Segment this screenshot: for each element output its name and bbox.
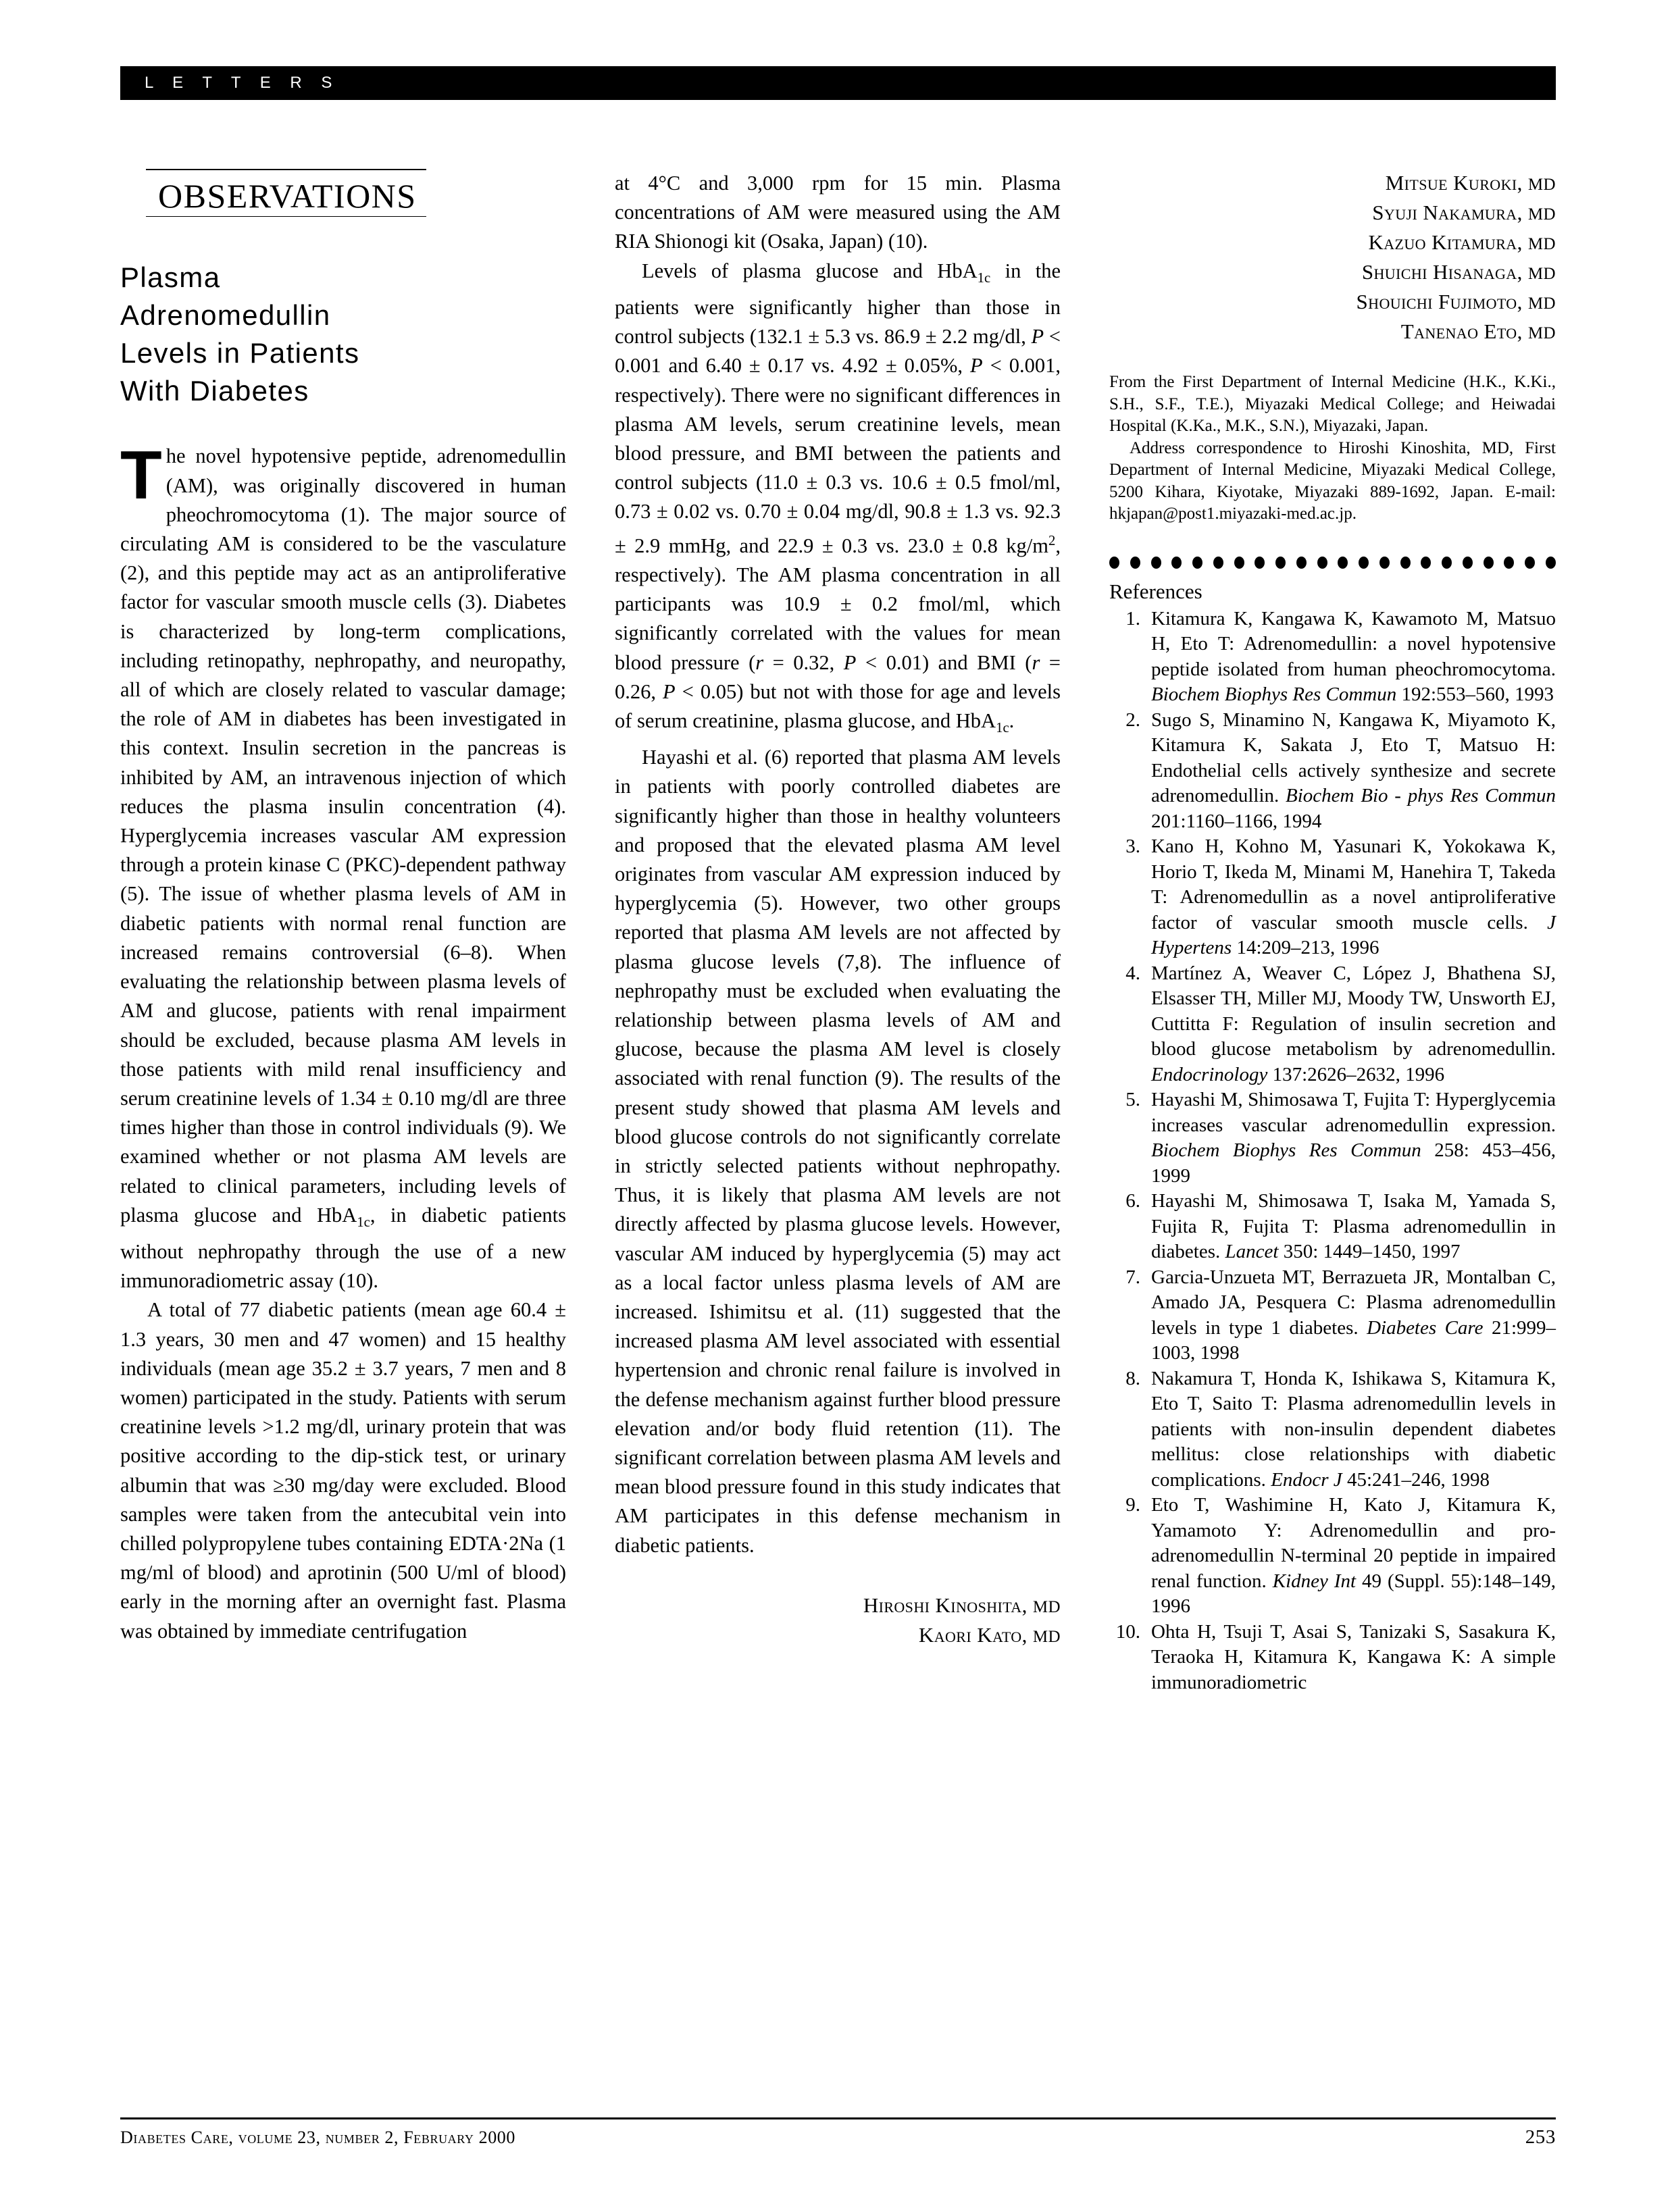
paragraph [615,169,1061,257]
reference-number: 3. [1125,835,1140,857]
reference-number: 7. [1125,1266,1140,1288]
paragraph-text: at 4°C and 3,000 rpm for 15 min. Plasma concentrations of AM were measured using the AM RIA Shionogi kit (Osaka, Japan) (10). [615,172,1061,253]
separator-dot [1275,557,1286,569]
reference-item [1109,1493,1556,1620]
author-separator: , [1517,319,1528,343]
author-degree: MD [1032,1597,1061,1616]
observations-header [120,169,566,217]
reference-item [1109,834,1556,961]
reference-number: 10. [1115,1620,1140,1643]
article-title [120,259,566,409]
author-degree: MD [1032,1627,1061,1646]
separator-dot [1463,557,1473,569]
page-content [120,169,1556,2080]
author-degree: MD [1527,176,1556,194]
running-head-label: L E T T E R S [145,74,340,92]
paragraph [615,257,1061,744]
article-title-line-4: With Diabetes [120,374,309,407]
reference-item [1109,961,1556,1088]
reference-journal: Biochem Biophys Res Commun [1151,1139,1421,1161]
separator-dot [1525,557,1535,569]
reference-journal: J Hypertens [1151,911,1556,958]
author-name: Shuichi Hisanaga [1361,260,1517,284]
reference-text: Nakamura T, Honda K, Ishikawa S, Kitamura K, Eto T, Saito T: Plasma adrenomedullin levels in patients with non-insulin dependent diabetes mellitus: close relationships with diabetic complications. Endocr J 45:241–246, 1998 [1151,1367,1556,1491]
reference-number: 9. [1125,1494,1140,1516]
reference-number: 5. [1125,1089,1140,1110]
reference-text: Garcia-Unzueta MT, Berrazueta JR, Montalban C, Amado JA, Pesquera C: Plasma adrenomedullin levels in type 1 diabetes. Diabetes Care 21:999–1003, 1998 [1151,1266,1556,1364]
article-title-line-2: Adrenomedullin [120,299,331,331]
author-line [615,1621,1061,1651]
separator-dot [1109,557,1119,569]
reference-item [1109,708,1556,835]
reference-item [1109,1265,1556,1366]
reference-text: Martínez A, Weaver C, López J, Bhathena SJ, Elsasser TH, Miller MJ, Moody TW, Unsworth EJ, Cuttitta F: Regulation of insulin secretion and blood glucose metabolism by adrenomedullin. Endocrinology 137:2626–2632, 1996 [1151,962,1556,1085]
correspondence-text: Address correspondence to Hiroshi Kinoshita, MD, First Department of Internal Medicine, Miyazaki Medical College, 5200 Kihara, Kiyotake, Miyazaki 889-1692, Japan. E-mail: hkjapan@post1.miyazaki-med.ac.jp. [1109,438,1556,523]
reference-text: Sugo S, Minamino N, Kangawa K, Miyamoto K, Kitamura K, Sakata J, Eto T, Matsuo H: Endothelial cells actively synthesize and secrete adrenomedullin. Biochem Bio - phys Res Commun 201:1160–1166, 1994 [1151,709,1556,832]
paragraph [615,743,1061,1560]
column-3 [1109,169,1556,2080]
paragraph-text: he novel hypotensive peptide, adrenomedullin (AM), was originally discovered in human pheochromocytoma (1). The major source of circulating AM is considered to be the vasculature (2), and this peptide may act as an antiproliferative factor for vascular smooth muscle cells (3). Diabetes is characterized by long-term complications, including retinopathy, nephropathy, and neuropathy, all of which are closely related to vascular damage; the role of AM in diabetes has been investigated in this context. Insulin secretion in the pancreas is inhibited by AM, an intravenous injection of which reduces the plasma insulin concentration (4). Hyperglycemia increases vascular AM expression through a protein kinase C (PKC)-dependent pathway (5). The issue of whether plasma levels of AM in diabetic patients with normal renal function are increased remains controversial (6–8). When evaluating the relationship between plasma levels of AM and glucose, patients with renal impairment should be excluded, because plasma AM levels in those patients with mild renal insufficiency and serum creatinine levels of 1.34 ± 0.10 mg/dl are three times higher than those in control individuals (9). We examined whether or not plasma AM levels are related to clinical parameters, including levels of plasma glucose and HbA$_{1c}$, in diabetic patients without nephropathy through the use of a new immunoradiometric assay (10). [120,444,567,1293]
footer [120,2126,1556,2149]
separator-dot [1130,557,1140,569]
reference-text: Hayashi M, Shimosawa T, Isaka M, Yamada S, Fujita R, Fujita T: Plasma adrenomedullin in diabetes. Lancet 350: 1449–1450, 1997 [1151,1190,1556,1262]
reference-journal: Biochem Bio - phys Res Commun [1286,785,1556,806]
reference-journal: Diabetes Care [1367,1316,1484,1339]
author-separator: , [1021,1622,1033,1647]
separator-dot [1400,557,1411,569]
reference-text: Ohta H, Tsuji T, Asai S, Tanizaki S, Sasakura K, Teraoka H, Kitamura K, Kangawa K: A simple immunoradiometric [1151,1620,1556,1693]
column-3-signature [1109,169,1556,347]
reference-journal: Endocrinology [1151,1063,1268,1085]
separator-dot [1317,557,1327,569]
author-separator: , [1517,201,1528,224]
author-separator: , [1517,290,1528,313]
author-separator: , [1517,171,1528,195]
references-list [1109,607,1556,1696]
author-line [1109,199,1556,228]
author-line [1109,169,1556,199]
separator-dot [1255,557,1265,569]
separator-dot [1213,557,1223,569]
reference-number: 2. [1125,709,1140,731]
separator-dot [1171,557,1182,569]
reference-text: Hayashi M, Shimosawa T, Fujita T: Hyperglycemia increases vascular adrenomedullin expression. Biochem Biophys Res Commun 258: 453–456, 1999 [1151,1089,1556,1187]
author-line [615,1591,1061,1621]
separator-dot [1484,557,1494,569]
page-number: 253 [1525,2126,1556,2148]
column-2-body [615,169,1061,1560]
author-degree: MD [1527,324,1556,342]
reference-text: Eto T, Washimine H, Kato J, Kitamura K, Yamamoto Y: Adrenomedullin and pro-adrenomedullin N-terminal 20 peptide in impaired renal function. Kidney Int 49 (Suppl. 55):148–149, 1996 [1151,1494,1556,1617]
paragraph-text: Hayashi et al. (6) reported that plasma AM levels in patients with poorly controlled diabetes are significantly higher than those in healthy volunteers and proposed that the elevated plasma AM level originates from vascular AM expression induced by hyperglycemia (5). However, two other groups reported that plasma AM levels are not affected by plasma glucose levels (7,8). The influence of nephropathy must be excluded when evaluating the relationship between plasma levels of AM and glucose, because the plasma AM level is closely associated with renal function (9). The results of the present study showed that plasma AM levels and blood glucose controls do not significantly correlate in strictly selected patients without nephropathy. Thus, it is likely that plasma AM levels are not directly affected by plasma glucose levels. However, vascular AM induced by hyperglycemia (5) may act as a local factor unless plasma levels of AM are increased. Ishimitsu et al. (11) suggested that the increased plasma AM level associated with essential hypertension and chronic renal failure is involved in the defense mechanism against further blood pressure elevation and/or body fluid retention (11). The significant correlation between plasma AM levels and mean blood pressure found in this study indicates that AM participates in this defense mechanism in diabetic patients. [615,746,1061,1557]
paragraph-text: A total of 77 diabetic patients (mean age 60.4 ± 1.3 years, 30 men and 47 women) and 15 healthy individuals (mean age 35.2 ± 3.7 years, 7 men and 8 women) participated in the study. Patients with serum creatinine levels >1.2 mg/dl, urinary protein that was positive according to the dip-stick test, or urinary albumin that was ≥30 mg/day were excluded. Blood samples were taken from the antecubital vein into chilled polypropylene tubes containing EDTA·2Na (1 mg/ml of blood) and aprotinin (500 U/ml of blood) early in the morning after an overnight fast. Plasma was obtained by immediate centrifugation [120,1298,566,1643]
author-name: Hiroshi Kinoshita [863,1593,1022,1617]
affiliation-text: From the First Department of Internal Medicine (H.K., K.Ki., S.H., S.F., T.E.), Miyazaki Medical College; and Heiwadai Hospital (K.Ka., M.K., S.N.), Miyazaki, Japan. [1109,373,1556,435]
column-1-body [120,438,567,1645]
reference-item [1109,1189,1556,1265]
author-separator: , [1517,260,1528,284]
paragraph-text: Levels of plasma glucose and HbA$_{1c}$ in the patients were significantly higher than those in control subjects (132.1 ± 5.3 vs. 86.9 ± 2.2 mg/dl, P < 0.001 and 6.40 ± 0.17 vs. 4.92 ± 0.05%, P < 0.001, respectively). There were no significant differences in plasma AM levels, serum creatinine levels, mean blood pressure, and BMI between the patients and control subjects (11.0 ± 0.3 vs. 10.6 ± 0.5 fmol/ml, 0.73 ± 0.02 vs. 0.70 ± 0.04 mg/dl, 90.8 ± 1.3 vs. 92.3 ± 2.9 mmHg, and 22.9 ± 0.3 vs. 23.0 ± 0.8 $kg/m^2$, respectively). The AM plasma concentration in all participants was 10.9 ± 0.2 fmol/ml, which significantly correlated with the values for mean blood pressure (r = 0.32, P < 0.01) and BMI (r = 0.26, P < 0.05) but not with those for age and levels of serum creatinine, plasma glucose, and HbA$_{1c}$. [615,259,1061,736]
section-heading: OBSERVATIONS [158,177,417,215]
reference-number: 6. [1125,1190,1140,1212]
separator-dot [1504,557,1514,569]
column-1 [120,169,566,2080]
author-name: Shouichi Fujimoto [1356,290,1517,313]
reference-number: 4. [1125,962,1140,984]
author-line [1109,317,1556,347]
reference-number: 1. [1125,607,1140,629]
observations-rule-bottom [146,216,426,217]
dot-separator-rule [1109,557,1556,569]
affiliation-note [1109,371,1556,525]
separator-dot [1359,557,1369,569]
reference-item [1109,1620,1556,1696]
separator-dot [1338,557,1348,569]
paragraph [120,438,567,1295]
author-name: Kaori Kato [918,1622,1022,1647]
author-degree: MD [1527,294,1556,313]
reference-journal: Biochem Biophys Res Commun [1151,684,1397,705]
separator-dot [1546,557,1556,569]
author-separator: , [1021,1593,1033,1617]
separator-dot [1234,557,1244,569]
author-separator: , [1517,230,1528,254]
references-heading: References [1109,579,1202,603]
author-name: Kazuo Kitamura [1368,230,1517,254]
author-name: Mitsue Kuroki [1385,171,1517,195]
author-degree: MD [1527,205,1556,224]
author-name: Syuji Nakamura [1372,201,1517,224]
reference-text: Kitamura K, Kangawa K, Kawamoto M, Matsuo H, Eto T: Adrenomedullin: a novel hypotensive peptide isolated from human pheochromocytoma. Biochem Biophys Res Commun 192:553–560, 1993 [1151,607,1556,705]
separator-dot [1421,557,1431,569]
signature-gap [615,1560,1061,1591]
separator-dot [1379,557,1390,569]
author-line [1109,288,1556,317]
footer-rule [120,2117,1556,2119]
running-head-bar [120,66,1556,100]
reference-number: 8. [1125,1367,1140,1389]
separator-dot [1442,557,1452,569]
author-line [1109,228,1556,258]
author-line [1109,258,1556,288]
drop-cap: T [120,438,162,514]
author-degree: MD [1527,235,1556,253]
separator-dot [1151,557,1161,569]
article-title-line-3: Levels in Patients [120,336,360,369]
reference-journal: Lancet [1225,1241,1279,1262]
author-name: Tanenao Eto [1400,319,1517,343]
reference-text: Kano H, Kohno M, Yasunari K, Yokokawa K, Horio T, Ikeda M, Minami M, Hanehira T, Takeda T: Adrenomedullin as a novel antiproliferative factor of vascular smooth muscle cells. J Hypertens 14:209–213, 1996 [1151,835,1556,958]
author-degree: MD [1527,265,1556,283]
paragraph [120,1295,566,1645]
separator-dot [1296,557,1307,569]
reference-item [1109,1366,1556,1493]
reference-item [1109,607,1556,708]
reference-journal: Kidney Int [1272,1570,1357,1592]
separator-dot [1192,557,1202,569]
reference-item [1109,1087,1556,1189]
column-2-signature [615,1591,1061,1651]
footer-citation: Diabetes Care, volume 23, number 2, February 2000 [120,2128,515,2147]
title-body-gap [120,409,566,442]
reference-journal: Endocr J [1271,1468,1342,1491]
column-2 [615,169,1061,2080]
article-title-line-1: Plasma [120,261,221,293]
